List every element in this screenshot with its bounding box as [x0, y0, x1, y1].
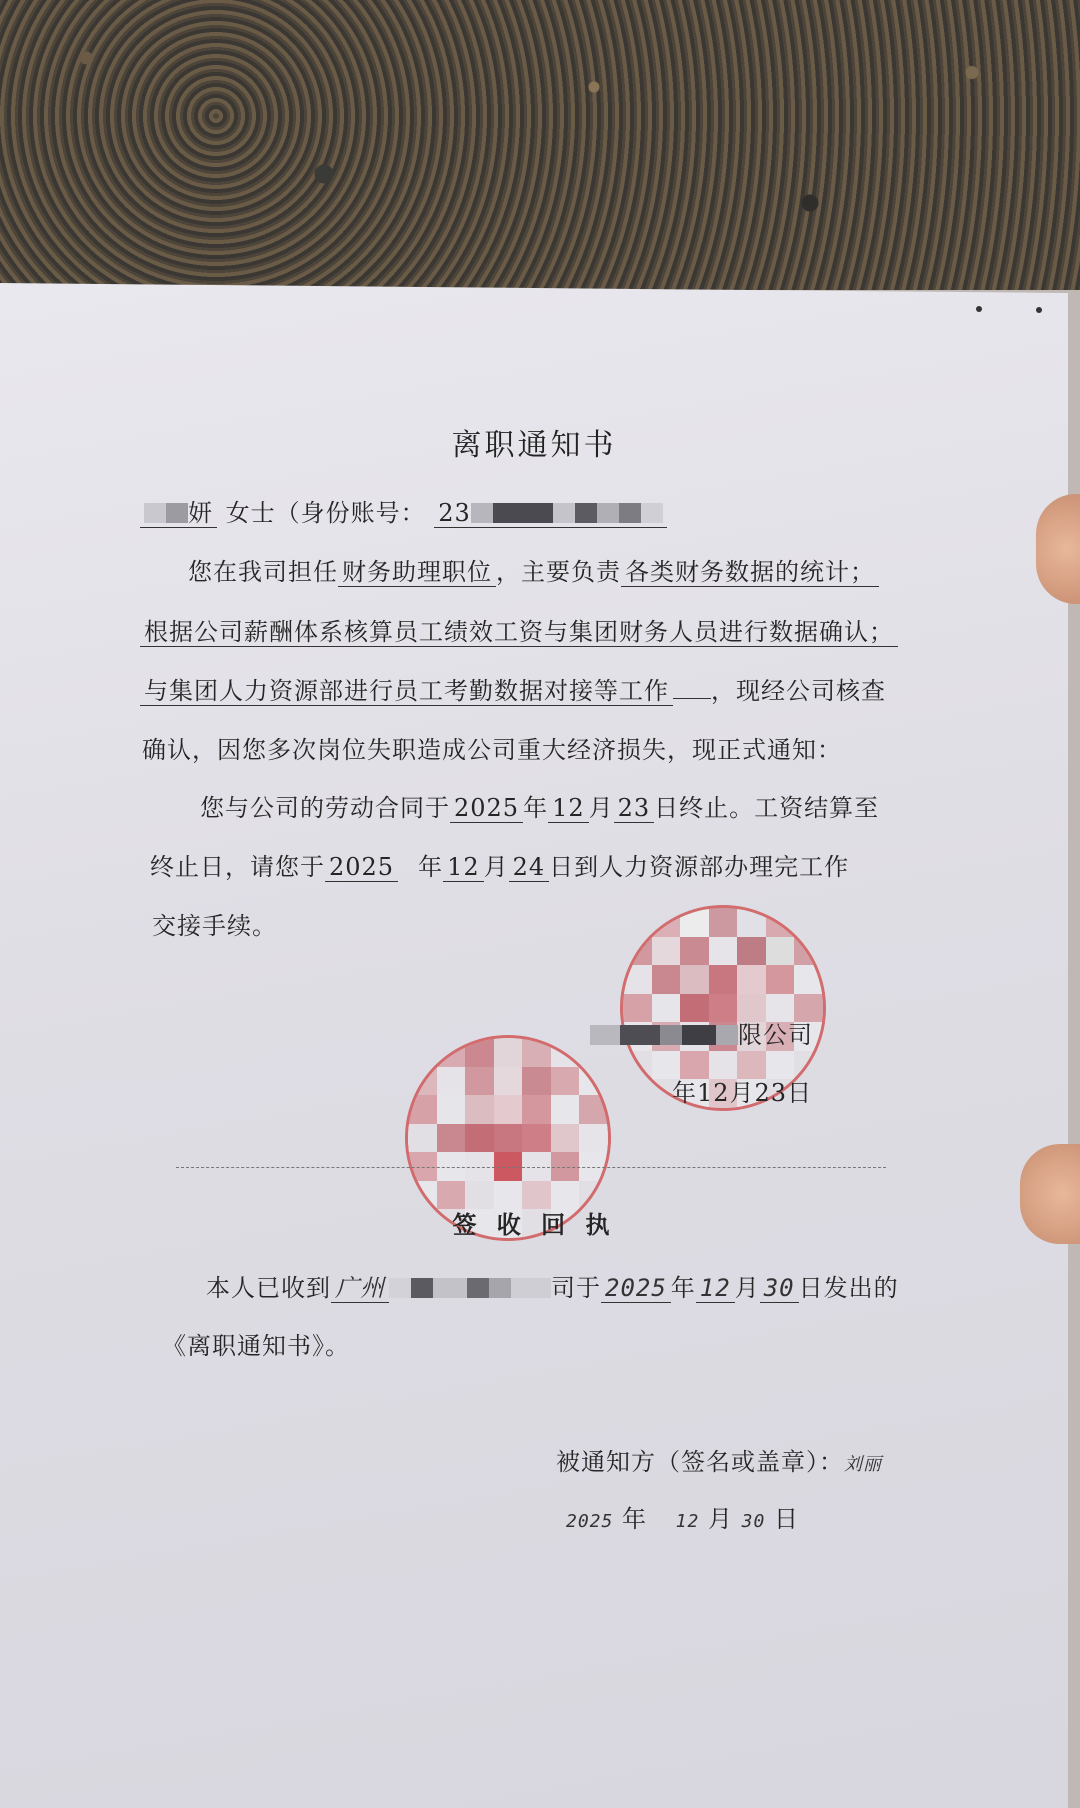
duty-1: 各类财务数据的统计； — [621, 558, 879, 587]
redaction-mosaic — [590, 1023, 738, 1051]
id-number: 23 — [434, 499, 667, 528]
handover-month: 12 — [443, 853, 484, 882]
body-line-5: 您与公司的劳动合同于 2025 年 12 月 23 日终止。工资结算至 — [200, 794, 880, 822]
body-line-2 — [140, 612, 898, 647]
receipt-line-2: 《离职通知书》。 — [162, 1332, 350, 1360]
granite-countertop — [0, 0, 1080, 290]
end-month: 12 — [548, 794, 589, 823]
receipt-line-1: 本人已收到 广州 司于 2025 年 12 月 30 日发出的 — [206, 1274, 899, 1302]
body-line-1: 您在我司担任 财务助理职位 ，主要负责 各类财务数据的统计； — [188, 552, 879, 587]
receipt-day: 30 — [760, 1274, 799, 1303]
end-year: 2025 — [450, 794, 523, 823]
sign-line: 被通知方（签名或盖章）：刘丽 — [556, 1448, 882, 1476]
issuer-date: 年12月23日 — [672, 1079, 813, 1107]
body-line-4: 确认，因您多次岗位失职造成公司重大经济损失，现正式通知： — [142, 736, 842, 764]
sign-date: 2025 年 12 月 30 日 — [566, 1505, 799, 1533]
duty-2: 根据公司薪酬体系核算员工绩效工资与集团财务人员进行数据确认； — [140, 618, 898, 647]
receipt-month: 12 — [696, 1274, 735, 1303]
receipt-year: 2025 — [601, 1274, 671, 1303]
redaction-mosaic — [389, 1276, 551, 1304]
redaction-mosaic — [471, 501, 663, 529]
cut-line — [176, 1167, 886, 1168]
end-day: 23 — [614, 794, 655, 823]
issuer-company: 限公司 — [590, 1015, 813, 1051]
body-line-3: 与集团人力资源部进行员工考勤数据对接等工作 ，现经公司核查 — [140, 671, 886, 706]
duty-3: 与集团人力资源部进行员工考勤数据对接等工作 — [140, 677, 673, 706]
position: 财务助理职位 — [338, 558, 496, 587]
recipient-line — [140, 493, 667, 529]
punch-hole — [1036, 307, 1042, 313]
punch-hole — [976, 306, 982, 312]
redaction-mosaic — [144, 501, 188, 529]
body-line-6: 终止日，请您于 2025 年 12 月 24 日到人力资源部办理完工作 — [150, 853, 850, 881]
body-line-7: 交接手续。 — [152, 912, 277, 940]
handover-day: 24 — [509, 853, 550, 882]
receipt-company-start: 广州 — [331, 1274, 389, 1303]
signature: 刘丽 — [844, 1454, 882, 1475]
document-title: 离职通知书 — [451, 428, 617, 463]
recipient-name: 妍 — [140, 499, 217, 528]
handover-year: 2025 — [325, 853, 398, 882]
receipt-title: 签 收 回 执 — [452, 1210, 616, 1239]
salutation: 女士（身份账号： — [225, 499, 426, 527]
